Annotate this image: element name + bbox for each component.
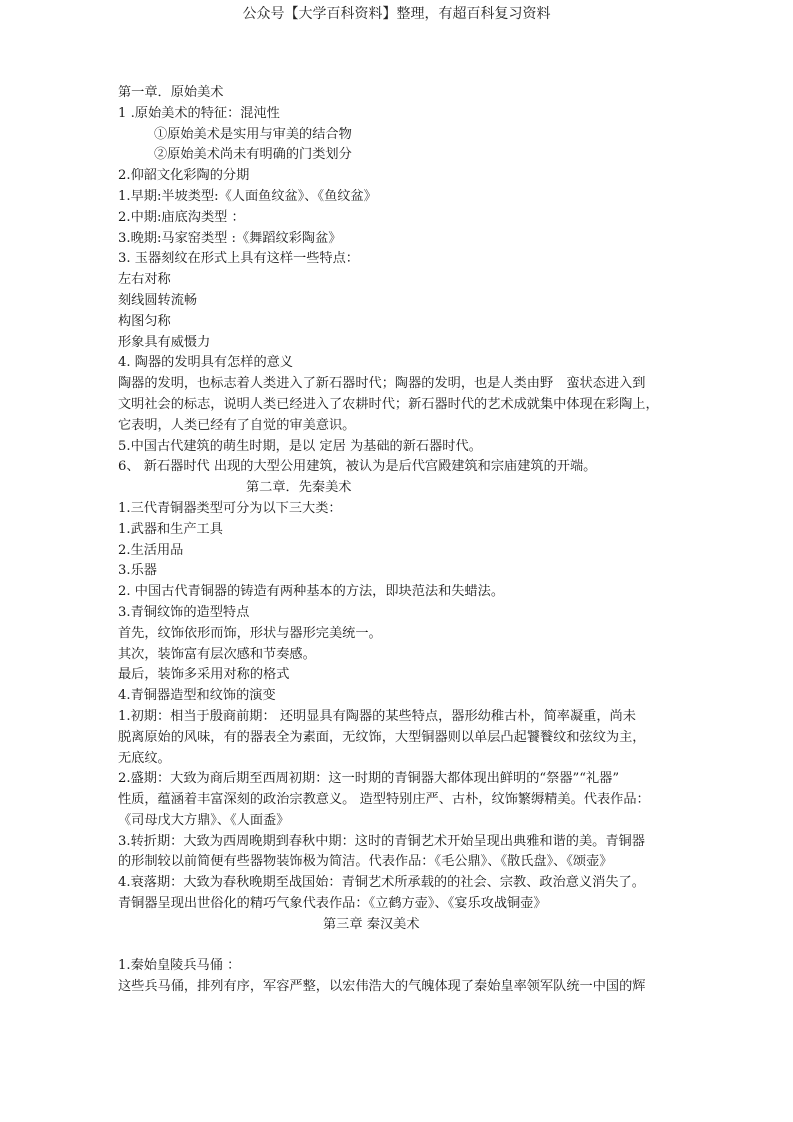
paragraph-line: 2.盛期：大致为商后期至西周初期：这一时期的青铜器大都体现出鲜明的“祭器”“礼器” xyxy=(118,771,620,787)
list-item: 2.中期:庙底沟类型 ： xyxy=(118,209,245,225)
paragraph-line: 它表明，人类已经有了自觉的审美意识。 xyxy=(118,417,356,433)
question-heading: 2. 中国古代青铜器的铸造有两种基本的方法，即块范法和失蜡法。 xyxy=(118,584,505,600)
paragraph-line: 青铜器呈现出世俗化的精巧气象代表作品：《立鹤方壶》、《宴乐攻战铜壶》 xyxy=(118,896,547,912)
list-item: 1.武器和生产工具 xyxy=(118,521,223,537)
list-item: 3.乐器 xyxy=(118,563,157,579)
paragraph-line: 脱离原始的风味，有的器表全为素面，无纹饰，大型铜器则以单层凸起饕餮纹和弦纹为主， xyxy=(118,729,646,745)
paragraph-line: 的形制较以前简便有些器物装饰极为简洁。代表作品：《毛公鼎》、《散氏盘》、《颂壶》 xyxy=(118,854,613,870)
list-item: 1.早期:半坡类型:《人面鱼纹盆》、《鱼纹盆》 xyxy=(118,188,377,204)
list-item: 3.晚期:马家窑类型 :《舞蹈纹彩陶盆》 xyxy=(118,230,342,246)
question-heading: 3. 玉器刻纹在形式上具有这样一些特点： xyxy=(118,251,359,267)
paragraph-line: 《司母戊大方鼎》、《人面盉》 xyxy=(118,812,290,828)
page-header: 公众号【大学百科资料】整理，有超百科复习资料 xyxy=(242,6,551,22)
chapter-title: 第二章．先秦美术 xyxy=(246,480,352,496)
list-item: 左右对称 xyxy=(118,272,171,288)
question-heading: 3.青铜纹饰的造型特点 xyxy=(118,604,250,620)
paragraph-line: 3.转折期：大致为西周晚期到春秋中期：这时的青铜艺术开始呈现出典雅和谐的美。青铜器 xyxy=(118,833,645,849)
paragraph-line: 4.衰落期：大致为春秋晚期至战国始：青铜艺术所承载的的社会、宗教、政治意义消失了。 xyxy=(118,875,645,891)
question-heading: 1.秦始皇陵兵马俑 ： xyxy=(118,958,241,974)
paragraph-line: 性质，蕴涵着丰富深刻的政治宗教意义。 造型特别庄严、古朴，纹饰繁缛精美。代表作品： xyxy=(118,792,650,808)
paragraph-line: 这些兵马俑，排列有序，军容严整，以宏伟浩大的气魄体现了秦始皇率领军队统一中国的辉 xyxy=(118,979,646,995)
question-heading: 4. 陶器的发明具有怎样的意义 xyxy=(118,355,294,371)
document-body xyxy=(118,83,683,998)
list-item: 其次，装饰富有层次感和节奏感。 xyxy=(118,646,316,662)
question-heading: 5.中国古代建筑的萌生时期，是以 定居 为基础的新石器时代。 xyxy=(118,438,482,454)
paragraph-line: 无底纹。 xyxy=(118,750,171,766)
question-heading: 2.仰韶文化彩陶的分期 xyxy=(118,168,250,184)
list-item: ②原始美术尚未有明确的门类划分 xyxy=(154,147,352,163)
paragraph-line: 陶器的发明，也标志着人类进入了新石器时代；陶器的发明，也是人类由野 蛮状态进入到 xyxy=(118,376,646,392)
question-heading: 1.三代青铜器类型可分为以下三大类： xyxy=(118,500,342,516)
list-item: 2.生活用品 xyxy=(118,542,184,558)
chapter-title: 第一章．原始美术 xyxy=(118,85,224,100)
list-item: 形象具有威慑力 xyxy=(118,334,211,350)
list-item: 构图匀称 xyxy=(118,313,171,329)
blank-line xyxy=(118,936,683,957)
chapter-title: 第三章 秦汉美术 xyxy=(323,916,420,932)
question-heading: 1 .原始美术的特征：混沌性 xyxy=(118,105,280,121)
paragraph-line: 1.初期：相当于殷商前期： 还明显具有陶器的某些特点，器形幼稚古朴，简率凝重，尚未 xyxy=(118,708,636,724)
list-item: 最后，装饰多采用对称的格式 xyxy=(118,667,290,683)
question-heading: 6、 新石器时代 出现的大型公用建筑，被认为是后代宫殿建筑和宗庙建筑的开端。 xyxy=(118,459,597,475)
list-item: 刻线圆转流畅 xyxy=(118,292,198,308)
question-heading: 4.青铜器造型和纹饰的演变 xyxy=(118,688,276,704)
list-item: 首先，纹饰依形而饰，形状与器形完美统一。 xyxy=(118,625,382,641)
paragraph-line: 文明社会的标志，说明人类已经进入了农耕时代；新石器时代的艺术成就集中体现在彩陶上， xyxy=(118,396,659,412)
list-item: ①原始美术是实用与审美的结合物 xyxy=(154,126,352,142)
